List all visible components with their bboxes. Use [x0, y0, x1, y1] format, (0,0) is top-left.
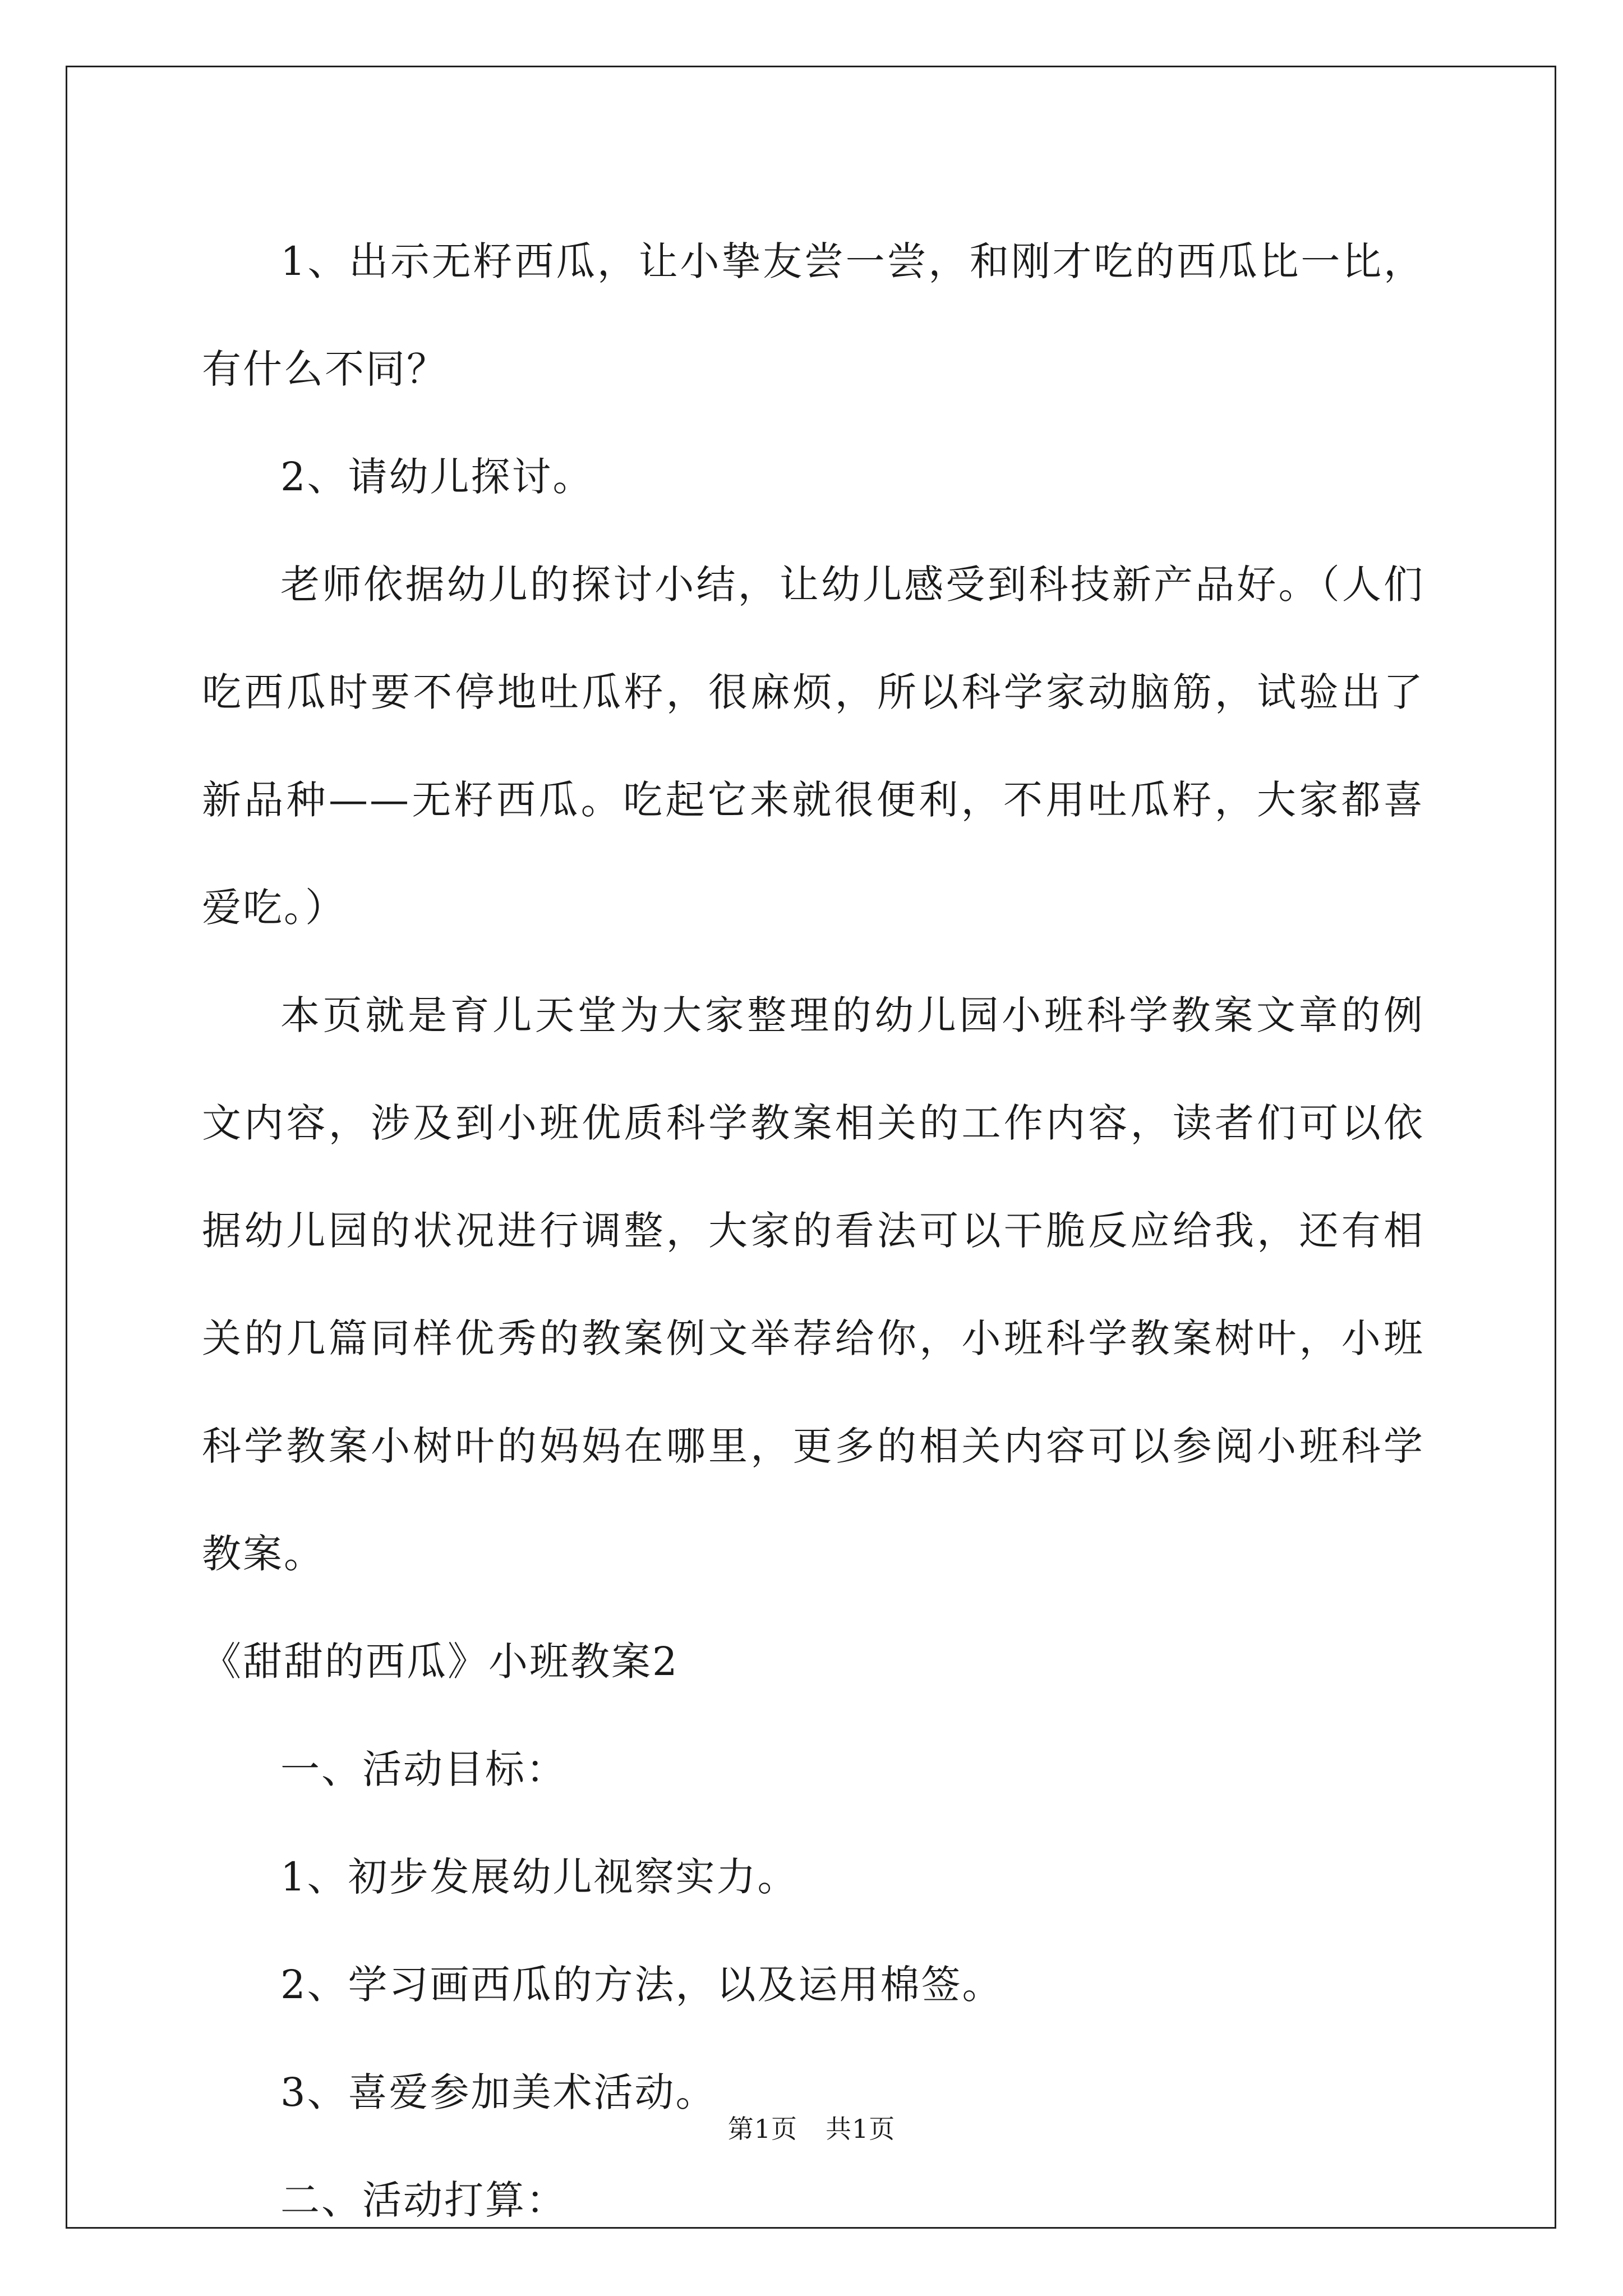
paragraph-page-note: 本页就是育儿天堂为大家整理的幼儿园小班科学教案文章的例文内容，涉及到小班优质科学教案相关的工作内容，读者们可以依据幼儿园的状况进行调整，大家的看法可以干脆反应给我，还有相关的几篇同样优秀的教案例文举荐给你，小班科学教案树叶，小班科学教案小树叶的妈妈在哪里，更多的相关内容可以参阅小班科学教案。 — [202, 992, 1424, 1577]
page-total: 共1页 — [826, 2114, 896, 2144]
heading-activity-goals: 一、活动目标： — [280, 1746, 567, 1792]
paragraph-teacher-summary: 老师依据幼儿的探讨小结，让幼儿感受到科技新产品好。（人们吃西瓜时要不停地吐瓜籽，很麻烦，所以科学家动脑筋，试验出了新品种——无籽西瓜。吃起它来就很便利，不用吐瓜籽，大家都喜爱吃。） — [202, 562, 1424, 931]
goal-item-2: 2、学习画西瓜的方法，以及运用棉签。 — [280, 1962, 1003, 2008]
document-body — [202, 208, 1424, 2254]
goal-item-1: 1、初步发展幼儿视察实力。 — [280, 1854, 799, 1900]
section-title: 《甜甜的西瓜》小班教案2 — [202, 1639, 679, 1685]
goal-item-3: 3、喜爱参加美术活动。 — [280, 2069, 717, 2115]
page-number: 第1页 — [727, 2114, 797, 2144]
paragraph-step-1: 1、出示无籽西瓜，让小挚友尝一尝，和刚才吃的西瓜比一比，有什么不同？ — [202, 238, 1424, 392]
page-footer — [0, 2112, 1623, 2146]
heading-activity-prep: 二、活动打算： — [280, 2177, 567, 2223]
paragraph-step-2: 2、请幼儿探讨。 — [280, 454, 594, 500]
